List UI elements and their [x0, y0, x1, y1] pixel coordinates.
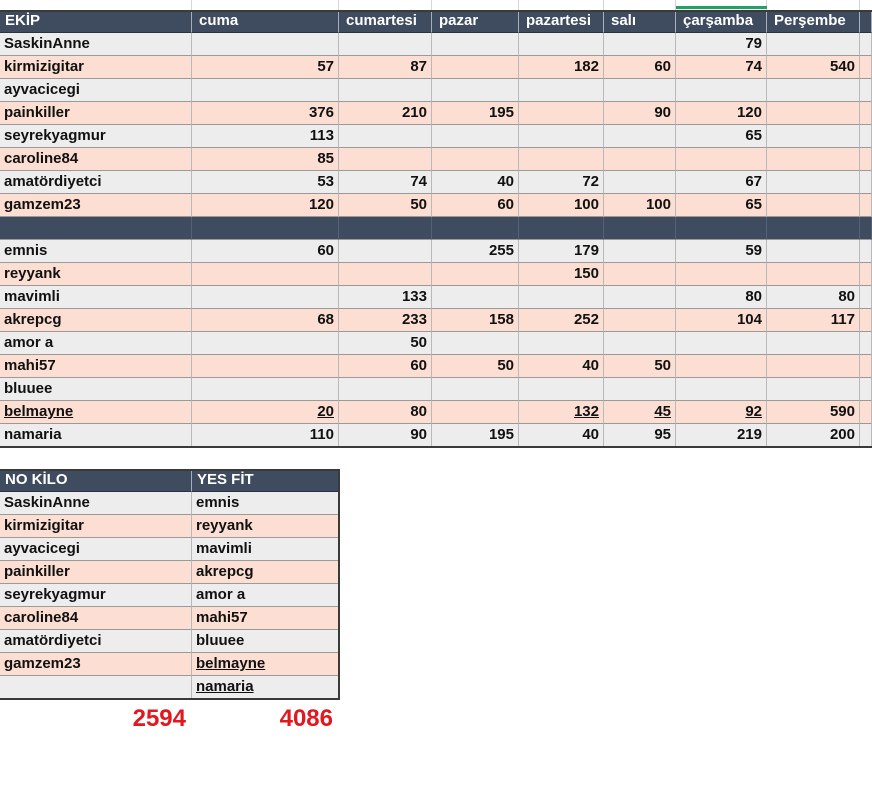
member-name[interactable]: mahi57: [0, 355, 192, 378]
member-name[interactable]: belmayne: [0, 401, 192, 424]
cell-extra: [860, 56, 872, 79]
cell-cuma[interactable]: 60: [192, 240, 339, 263]
cell-extra: [860, 148, 872, 171]
cell-sali[interactable]: [604, 263, 676, 286]
cell-pazartesi[interactable]: [519, 79, 604, 102]
cell-carsamba[interactable]: 67: [676, 171, 767, 194]
cell-persembe[interactable]: [767, 125, 860, 148]
cell-carsamba[interactable]: 92: [676, 401, 767, 424]
cell-persembe[interactable]: [767, 378, 860, 401]
cell-extra: [860, 33, 872, 56]
cell-sali[interactable]: [604, 79, 676, 102]
cell-pazartesi[interactable]: [519, 33, 604, 56]
yes-fit-member[interactable]: amor a: [192, 584, 339, 607]
no-kilo-member[interactable]: painkiller: [0, 561, 192, 584]
separator-cell: [767, 217, 860, 240]
cell-pazartesi[interactable]: 40: [519, 355, 604, 378]
cell-carsamba[interactable]: 65: [676, 194, 767, 217]
member-name[interactable]: painkiller: [0, 102, 192, 125]
cell-sali[interactable]: [604, 332, 676, 355]
cell-sali[interactable]: 100: [604, 194, 676, 217]
member-name[interactable]: namaria: [0, 424, 192, 447]
cell-carsamba[interactable]: [676, 332, 767, 355]
cell-cumartesi[interactable]: 80: [339, 401, 432, 424]
cell-pazartesi[interactable]: 150: [519, 263, 604, 286]
cell-sali[interactable]: [604, 240, 676, 263]
cell-cuma[interactable]: 113: [192, 125, 339, 148]
cell-pazar[interactable]: 195: [432, 424, 519, 447]
cell-cumartesi[interactable]: [339, 240, 432, 263]
header-yes-fit[interactable]: YES FİT: [192, 469, 339, 492]
cell-persembe[interactable]: [767, 171, 860, 194]
cell-persembe[interactable]: 80: [767, 286, 860, 309]
cell-extra: [860, 79, 872, 102]
cell-cumartesi[interactable]: [339, 148, 432, 171]
cell-cumartesi[interactable]: [339, 79, 432, 102]
cell-pazartesi[interactable]: [519, 102, 604, 125]
cell-pazar[interactable]: [432, 401, 519, 424]
member-name[interactable]: emnis: [0, 240, 192, 263]
cell-sali[interactable]: [604, 378, 676, 401]
yes-fit-member[interactable]: akrepcg: [192, 561, 339, 584]
separator-cell: [676, 217, 767, 240]
cell-pazartesi[interactable]: 132: [519, 401, 604, 424]
separator-cell: [519, 217, 604, 240]
column-gridline: [859, 0, 860, 10]
no-kilo-member[interactable]: caroline84: [0, 607, 192, 630]
column-gridline: [518, 0, 519, 10]
cell-sali[interactable]: [604, 33, 676, 56]
no-kilo-member[interactable]: kirmizigitar: [0, 515, 192, 538]
cell-pazartesi[interactable]: 182: [519, 56, 604, 79]
cell-persembe[interactable]: 117: [767, 309, 860, 332]
cell-pazartesi[interactable]: [519, 125, 604, 148]
header-carsamba[interactable]: çarşamba: [676, 10, 767, 33]
member-name[interactable]: bluuee: [0, 378, 192, 401]
cell-pazar[interactable]: [432, 332, 519, 355]
cell-extra: [860, 355, 872, 378]
cell-cuma[interactable]: 85: [192, 148, 339, 171]
cell-extra: [860, 125, 872, 148]
cell-persembe[interactable]: 590: [767, 401, 860, 424]
cell-sali[interactable]: 45: [604, 401, 676, 424]
cell-carsamba[interactable]: 65: [676, 125, 767, 148]
cell-sali[interactable]: 50: [604, 355, 676, 378]
header-cuma[interactable]: cuma: [192, 10, 339, 33]
cell-cuma[interactable]: 120: [192, 194, 339, 217]
cell-extra: [860, 171, 872, 194]
cell-pazar[interactable]: 195: [432, 102, 519, 125]
cell-cumartesi[interactable]: [339, 33, 432, 56]
cell-pazar[interactable]: [432, 286, 519, 309]
cell-carsamba[interactable]: [676, 148, 767, 171]
cell-cuma[interactable]: 57: [192, 56, 339, 79]
cell-sali[interactable]: 60: [604, 56, 676, 79]
cell-cuma[interactable]: [192, 355, 339, 378]
cell-cuma[interactable]: [192, 79, 339, 102]
cell-pazar[interactable]: [432, 148, 519, 171]
cell-pazartesi[interactable]: 40: [519, 424, 604, 447]
cell-persembe[interactable]: [767, 33, 860, 56]
cell-pazartesi[interactable]: 72: [519, 171, 604, 194]
cell-persembe[interactable]: [767, 355, 860, 378]
cell-sali[interactable]: [604, 171, 676, 194]
separator-cell: [432, 217, 519, 240]
cell-cumartesi[interactable]: 210: [339, 102, 432, 125]
separator-cell: [0, 217, 192, 240]
cell-cumartesi[interactable]: 74: [339, 171, 432, 194]
cell-cuma[interactable]: [192, 286, 339, 309]
header-sali[interactable]: salı: [604, 10, 676, 33]
member-name[interactable]: amatördiyetci: [0, 171, 192, 194]
cell-cumartesi[interactable]: 60: [339, 355, 432, 378]
cell-cumartesi[interactable]: [339, 125, 432, 148]
column-gridline: [191, 0, 192, 10]
header-pazartesi[interactable]: pazartesi: [519, 10, 604, 33]
member-name[interactable]: mavimli: [0, 286, 192, 309]
cell-cuma[interactable]: [192, 33, 339, 56]
no-kilo-member[interactable]: seyrekyagmur: [0, 584, 192, 607]
cell-persembe[interactable]: [767, 79, 860, 102]
cell-pazartesi[interactable]: [519, 378, 604, 401]
no-kilo-member[interactable]: gamzem23: [0, 653, 192, 676]
cell-carsamba[interactable]: 219: [676, 424, 767, 447]
cell-carsamba[interactable]: [676, 355, 767, 378]
header-pazar[interactable]: pazar: [432, 10, 519, 33]
member-name[interactable]: seyrekyagmur: [0, 125, 192, 148]
cell-pazar[interactable]: [432, 263, 519, 286]
header-persembe[interactable]: Perşembe: [767, 10, 860, 33]
cell-pazar[interactable]: 50: [432, 355, 519, 378]
cell-sali[interactable]: 90: [604, 102, 676, 125]
separator-cell: [339, 217, 432, 240]
cell-cumartesi[interactable]: 50: [339, 332, 432, 355]
cell-sali[interactable]: [604, 125, 676, 148]
cell-pazar[interactable]: 40: [432, 171, 519, 194]
cell-cumartesi[interactable]: 133: [339, 286, 432, 309]
yes-fit-member[interactable]: mahi57: [192, 607, 339, 630]
member-name[interactable]: ayvacicegi: [0, 79, 192, 102]
cell-pazartesi[interactable]: 100: [519, 194, 604, 217]
cell-carsamba[interactable]: 79: [676, 33, 767, 56]
cell-pazar[interactable]: [432, 33, 519, 56]
cell-persembe[interactable]: 200: [767, 424, 860, 447]
cell-sali[interactable]: [604, 309, 676, 332]
cell-cumartesi[interactable]: [339, 263, 432, 286]
member-name[interactable]: reyyank: [0, 263, 192, 286]
cell-cuma[interactable]: [192, 263, 339, 286]
yes-fit-total: 4086: [279, 705, 333, 732]
no-kilo-total: 2594: [132, 705, 186, 732]
separator-cell: [192, 217, 339, 240]
no-kilo-member[interactable]: SaskinAnne: [0, 492, 192, 515]
cell-cumartesi[interactable]: 50: [339, 194, 432, 217]
cell-extra: [860, 194, 872, 217]
column-gridline: [338, 0, 339, 10]
cell-carsamba[interactable]: [676, 79, 767, 102]
cell-pazar[interactable]: [432, 56, 519, 79]
column-gridline: [431, 0, 432, 10]
member-name[interactable]: SaskinAnne: [0, 33, 192, 56]
cell-persembe[interactable]: [767, 332, 860, 355]
cell-carsamba[interactable]: [676, 263, 767, 286]
cell-cuma[interactable]: [192, 378, 339, 401]
cell-cuma[interactable]: 68: [192, 309, 339, 332]
cell-extra: [860, 102, 872, 125]
header-no-kilo[interactable]: NO KİLO: [0, 469, 192, 492]
header-cumartesi[interactable]: cumartesi: [339, 10, 432, 33]
cell-carsamba[interactable]: 59: [676, 240, 767, 263]
cell-extra: [860, 263, 872, 286]
column-gridline: [603, 0, 604, 10]
cell-pazartesi[interactable]: 252: [519, 309, 604, 332]
selected-column-indicator: [676, 6, 767, 9]
cell-carsamba[interactable]: 80: [676, 286, 767, 309]
cell-carsamba[interactable]: 120: [676, 102, 767, 125]
cell-carsamba[interactable]: 104: [676, 309, 767, 332]
cell-persembe[interactable]: 540: [767, 56, 860, 79]
cell-carsamba[interactable]: [676, 378, 767, 401]
yes-fit-member[interactable]: namaria: [192, 676, 339, 699]
no-kilo-member[interactable]: ayvacicegi: [0, 538, 192, 561]
cell-cumartesi[interactable]: [339, 378, 432, 401]
cell-extra: [860, 286, 872, 309]
cell-sali[interactable]: 95: [604, 424, 676, 447]
cell-cuma[interactable]: 110: [192, 424, 339, 447]
cell-persembe[interactable]: [767, 194, 860, 217]
cell-cumartesi[interactable]: 90: [339, 424, 432, 447]
cell-extra: [860, 424, 872, 447]
header-extra: [860, 10, 872, 33]
cell-pazar[interactable]: 60: [432, 194, 519, 217]
cell-persembe[interactable]: [767, 263, 860, 286]
cell-extra: [860, 401, 872, 424]
member-name[interactable]: gamzem23: [0, 194, 192, 217]
cell-extra: [860, 378, 872, 401]
cell-pazar[interactable]: 158: [432, 309, 519, 332]
cell-pazar[interactable]: [432, 378, 519, 401]
yes-fit-member[interactable]: emnis: [192, 492, 339, 515]
cell-pazar[interactable]: [432, 79, 519, 102]
cell-sali[interactable]: [604, 286, 676, 309]
cell-extra: [860, 240, 872, 263]
cell-pazartesi[interactable]: [519, 286, 604, 309]
cell-persembe[interactable]: [767, 240, 860, 263]
yes-fit-member[interactable]: bluuee: [192, 630, 339, 653]
cell-cuma[interactable]: 376: [192, 102, 339, 125]
cell-pazar[interactable]: 255: [432, 240, 519, 263]
no-kilo-member[interactable]: amatördiyetci: [0, 630, 192, 653]
member-name[interactable]: akrepcg: [0, 309, 192, 332]
cell-extra: [860, 332, 872, 355]
separator-cell: [860, 217, 872, 240]
cell-pazartesi[interactable]: 179: [519, 240, 604, 263]
cell-persembe[interactable]: [767, 148, 860, 171]
member-name[interactable]: amor a: [0, 332, 192, 355]
header-name[interactable]: EKİP: [0, 10, 192, 33]
cell-pazar[interactable]: [432, 125, 519, 148]
separator-cell: [604, 217, 676, 240]
cell-pazartesi[interactable]: [519, 332, 604, 355]
cell-extra: [860, 309, 872, 332]
cell-cuma[interactable]: 20: [192, 401, 339, 424]
yes-fit-member[interactable]: reyyank: [192, 515, 339, 538]
yes-fit-member[interactable]: belmayne: [192, 653, 339, 676]
member-name[interactable]: kirmizigitar: [0, 56, 192, 79]
cell-sali[interactable]: [604, 148, 676, 171]
member-name[interactable]: caroline84: [0, 148, 192, 171]
no-kilo-member[interactable]: [0, 676, 192, 699]
cell-cuma[interactable]: [192, 332, 339, 355]
cell-persembe[interactable]: [767, 102, 860, 125]
cell-pazartesi[interactable]: [519, 148, 604, 171]
cell-carsamba[interactable]: 74: [676, 56, 767, 79]
cell-cuma[interactable]: 53: [192, 171, 339, 194]
cell-cumartesi[interactable]: 87: [339, 56, 432, 79]
yes-fit-member[interactable]: mavimli: [192, 538, 339, 561]
cell-cumartesi[interactable]: 233: [339, 309, 432, 332]
